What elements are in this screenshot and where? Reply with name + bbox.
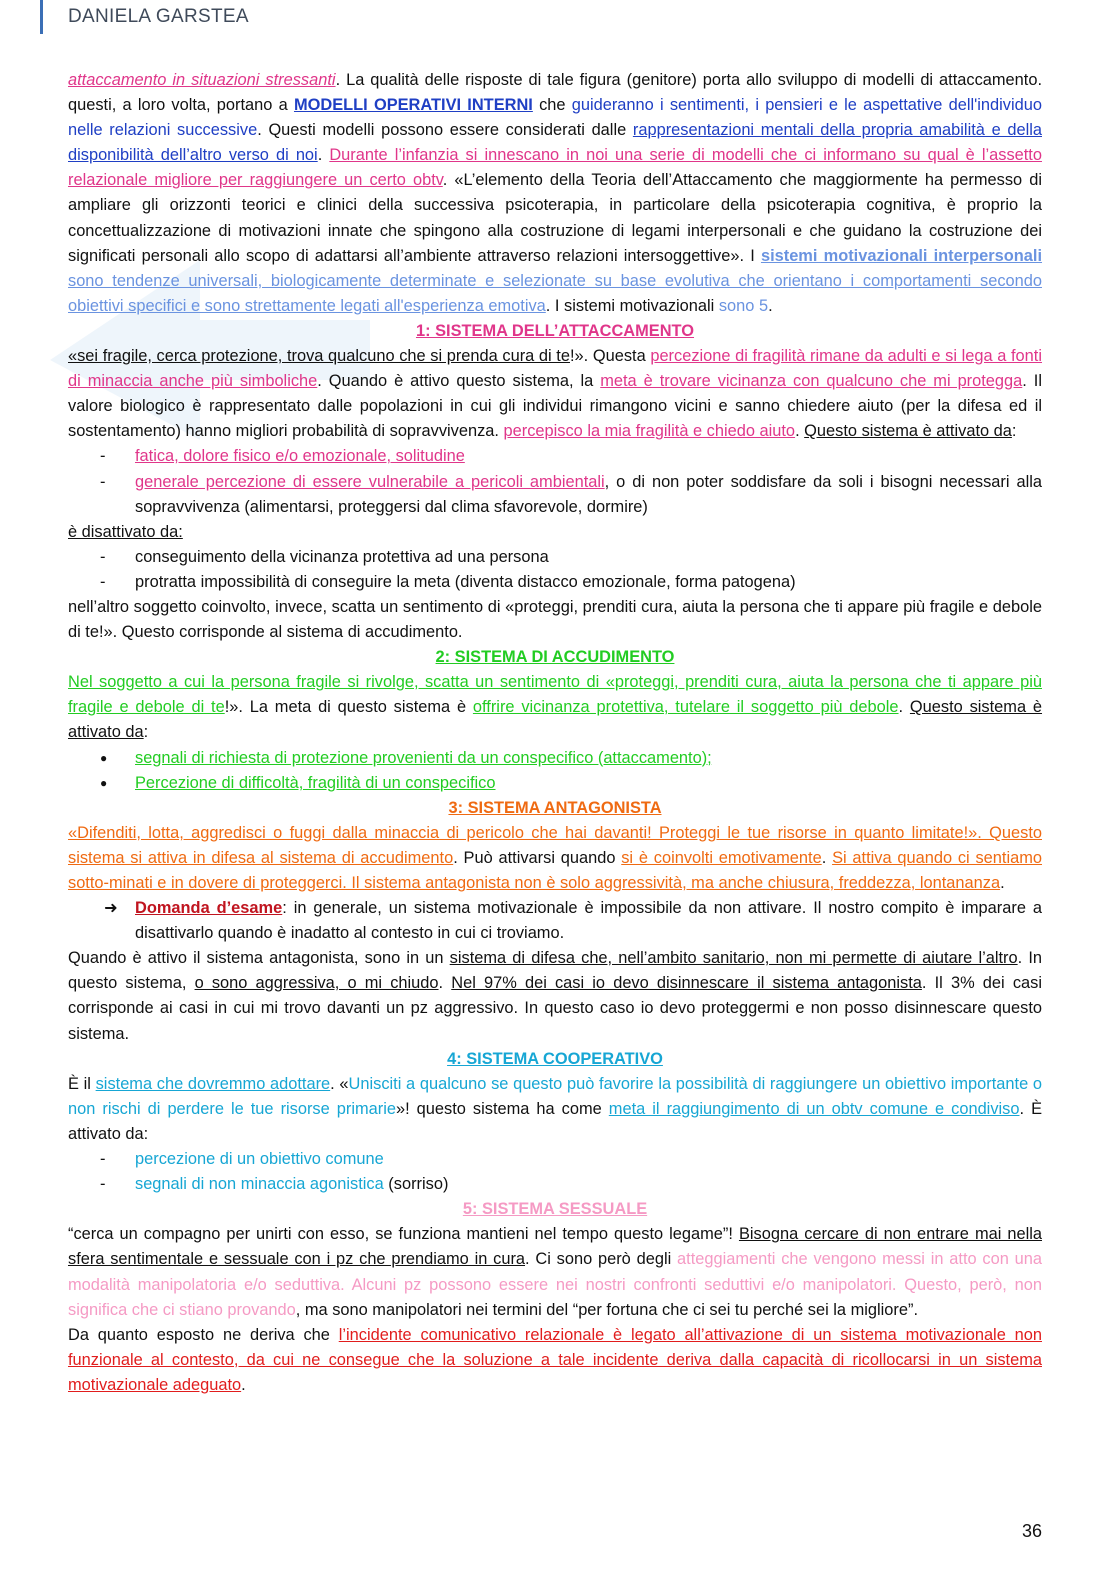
section-title-cooperativo: 4: SISTEMA COOPERATIVO (447, 1049, 663, 1068)
sessuale-paragraph: “cerca un compagno per unirti con esso, se funziona mantieni nel tempo questo legame”! Bisogna cercare di non entrare mai nella sfera sentimentale e sessuale con i pz che prendiamo in cura. Ci sono però degli atteggiamenti che vengono messi in atto con una modalità manipolatoria e/o seduttiva. Alcuni pz possono essere nei nostri confronti seduttivi e/o manipolatori. Questo, però, non significa che ci stiano provando, ma sono manipolatori nei termini del “per fortuna che ci sei tu perché sei la migliore”. (68, 1225, 1042, 1319)
section-title-sessuale: 5: SISTEMA SESSUALE (462, 1200, 648, 1219)
attaccamento-activators-list (68, 444, 1042, 519)
exam-question: ➜ Domanda d’esame: in generale, un sistema motivazionale è impossibile da non attivare. Il nostro compito è imparare a disattivarlo quando è inadatto al contesto in cui ci troviamo. (68, 896, 1042, 946)
accudimento-activators-list (68, 746, 1042, 796)
list-item: - generale percezione di essere vulnerabile a pericoli ambientali, o di non poter soddisfare da soli i bisogni necessari alla sopravvivenza (alimentarsi, proteggersi dal clima sfavorevole, dormire) (68, 470, 1042, 520)
list-item: ● Percezione di difficoltà, fragilità di un conspecifico (68, 771, 1042, 796)
list-item: ● segnali di richiesta di protezione provenienti da un conspecifico (attaccamento); (68, 746, 1042, 771)
attaccamento-closing: nell’altro soggetto coinvolto, invece, scatta un sentimento di «proteggi, prenditi cura, aiuta la persona che ti appare più fragile e debole di te!». Questo corrisponde al sistema di accudimento. (68, 597, 1042, 642)
deactivation-label: è disattivato da: (68, 522, 183, 541)
antagonista-followup: Quando è attivo il sistema antagonista, sono in un sistema di difesa che, nell’ambito sanitario, non mi permette di aiutare l’altro. In questo sistema, o sono aggressiva, o mi chiudo. Nel 97% dei casi io devo disinnescare il sistema antagonista. Il 3% dei casi corrisponde ai casi in cui mi trovo davanti un pz aggressivo. In questo caso io devo proteggermi e non posso disinnescare questo sistema. (68, 949, 1043, 1043)
cooperativo-paragraph: È il sistema che dovremmo adottare. «Unisciti a qualcuno se questo può favorire la possibilità di raggiungere un obiettivo importante o non rischi di perdere le tue risorse primarie»! questo sistema ha come meta il raggiungimento di un obtv comune e condiviso. È attivato da: (68, 1074, 1043, 1143)
header-author: DANIELA GARSTEA (68, 6, 249, 27)
header-accent-bar (40, 0, 43, 34)
list-item: - segnali di non minaccia agonistica (sorriso) (68, 1172, 1042, 1197)
list-item: - protratta impossibilità di conseguire la meta (diventa distacco emozionale, forma patogena) (68, 570, 1042, 595)
list-item: - percezione di un obiettivo comune (68, 1147, 1042, 1172)
page-number: 36 (1021, 1521, 1042, 1541)
attaccamento-deactivators-list (68, 545, 1042, 595)
antagonista-paragraph: «Difenditi, lotta, aggredisci o fuggi dalla minaccia di pericolo che hai davanti! Proteggi le tue risorse in quanto limitate!». Questo sistema si attiva in difesa al sistema di accudimento. Può attivarsi quando si è coinvolti emotivamente. Si attiva quando ci sentiamo sotto-minati e in dovere di proteggerci. Il sistema antagonista non è solo aggressività, ma anche chiusura, freddezza, lontananza. (68, 823, 1042, 892)
list-item: - fatica, dolore fisico e/o emozionale, solitudine (68, 444, 1042, 469)
conclusion-paragraph: Da quanto esposto ne deriva che l’incidente comunicativo relazionale è legato all’attivazione di un sistema motivazionale non funzionale al contesto, da cui ne consegue che la soluzione a tale incidente deriva dalla capacità di ricollocarsi in un sistema motivazionale adeguato. (68, 1325, 1042, 1394)
attaccamento-paragraph: «sei fragile, cerca protezione, trova qualcuno che si prenda cura di te!». Questa percezione di fragilità rimane da adulti e si lega a fonti di minaccia anche più simboliche. Quando è attivo questo sistema, la meta è trovare vicinanza con qualcuno che mi protegga. Il valore biologico è rappresentato dalle popolazioni in cui gli individui rimangono vicini e sanno chiedere aiuto (per la difesa ed il sostentamento) hanno migliori probabilità di sopravvivenza. percepisco la mia fragilità e chiedo aiuto. Questo sistema è attivato da: (68, 347, 1043, 441)
intro-paragraph: attaccamento in situazioni stressanti. La qualità delle risposte di tale figura (genitore) porta allo sviluppo di modelli di attaccamento. questi, a loro volta, portano a MODELLI OPERATIVI INTERNI che guideranno i sentimenti, i pensieri e le aspettative dell'individuo nelle relazioni successive. Questi modelli possono essere considerati dalle rappresentazioni mentali della propria amabilità e della disponibilità dell’altro verso di noi. Durante l’infanzia si innescano in noi una serie di modelli che ci informano su qual è l’assetto relazionale migliore per raggiungere un certo obtv. «L’elemento della Teoria dell’Attaccamento che maggiormente ha permesso di ampliare gli orizzonti teorici e clinici della successiva psicoterapia, in particolare della psicoterapia cognitiva, è proprio la concettualizzazione di motivazioni innate che spingono alla costruzione di legami interpersonali e che guidano la costruzione dei significati personali allo scopo di adattarsi all’ambiente attraverso relazioni intersoggettive». I sistemi motivazionali interpersonali sono tendenze universali, biologicamente determinate e selezionate su base evolutiva che orientano i comportamenti secondo obiettivi specifici e sono strettamente legati all'esperienza emotiva. I sistemi motivazionali sono 5. (68, 71, 1043, 315)
cooperativo-activators-list (68, 1147, 1042, 1197)
accudimento-paragraph: Nel soggetto a cui la persona fragile si rivolge, scatta un sentimento di «proteggi, prenditi cura, aiuta la persona che ti appare più fragile e debole di te!». La meta di questo sistema è offrire vicinanza protettiva, tutelare il soggetto più debole. Questo sistema è attivato da: (68, 673, 1043, 742)
section-title-antagonista: 3: SISTEMA ANTAGONISTA (448, 798, 662, 817)
document-body (68, 68, 1042, 1398)
section-title-accudimento: 2: SISTEMA DI ACCUDIMENTO (435, 648, 675, 667)
section-title-attaccamento: 1: SISTEMA DELL’ATTACCAMENTO (415, 321, 695, 340)
exam-question-list (68, 896, 1042, 946)
list-item: - conseguimento della vicinanza protettiva ad una persona (68, 545, 1042, 570)
